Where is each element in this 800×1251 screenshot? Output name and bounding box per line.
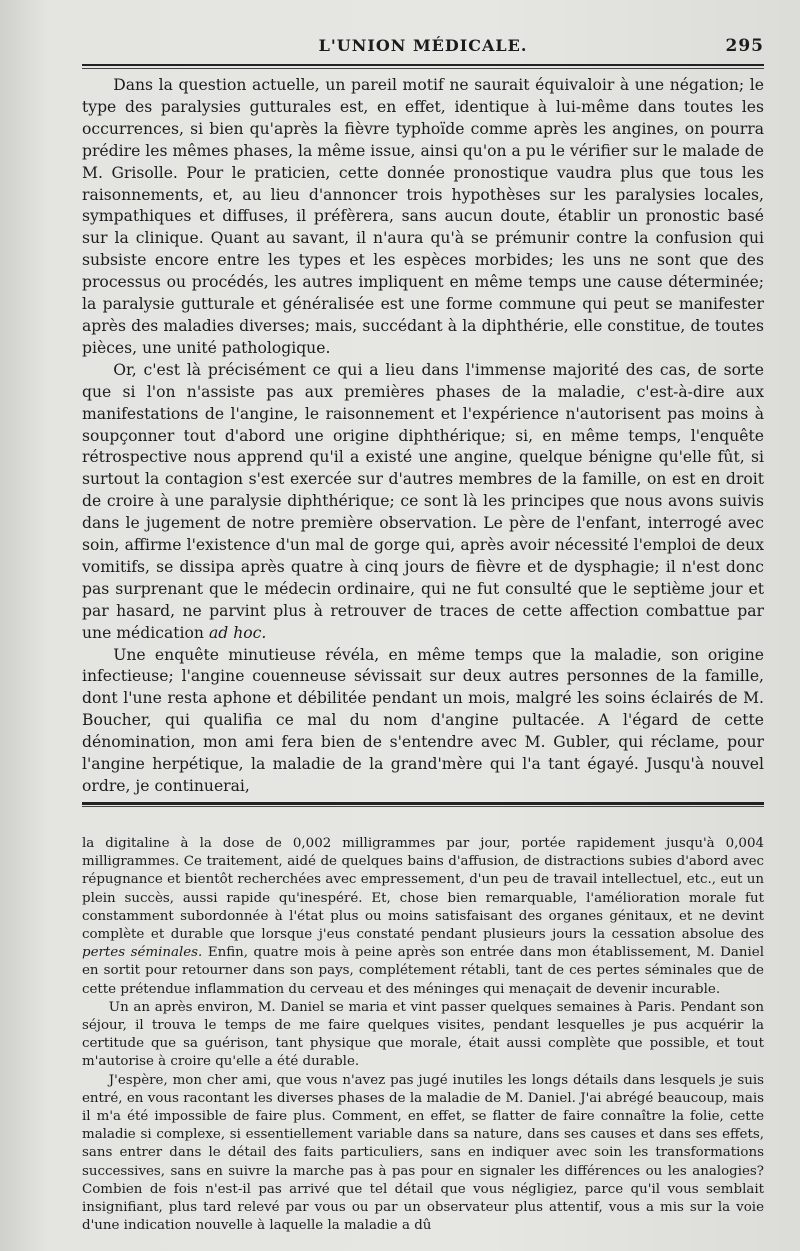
page-number: 295 — [725, 36, 764, 56]
feuilleton-separator-thin — [82, 806, 764, 807]
italic-term: pertes séminales. — [82, 945, 203, 961]
paragraph: Dans la question actuelle, un pareil motif ne saurait équivaloir à une négation; le type des paralysies gutturales est, en effet, identique à lui-même dans toutes les occurrences, si bien qu'après la fièvre typhoïde comme après les angines, on pourra prédire les mêmes phases, la même issue, ainsi qu'on a pu le vérifier sur le malade de M. Grisolle. Pour le praticien, cette donnée pronostique vaudra plus que tous les raisonnements, et, au lieu d'annoncer trois hypothèses sur les paralysies locales, sympathiques et diffuses, il préfèrera, sans aucun doute, établir un pronostic basé sur la clinique. Quant au savant, il n'aura qu'à se prémunir contre la confusion qui subsiste encore entre les types et les espèces morbides; les uns ne sont que des processus ou procédés, les autres impliquent en même temps une cause déterminée; la paralysie gutturale et généralisée est une forme commune qui peut se manifester après des maladies diverses; mais, succédant à la diphthérie, elle constitue, de toutes pièces, une unité pathologique. — [82, 76, 764, 357]
paragraph: J'espère, mon cher ami, que vous n'avez pas jugé inutiles les longs détails dans lesquels je suis entré, en vous racontant les diverses phases de la maladie de M. Daniel. J'ai abrégé beaucoup, mais il m'a été impossible de faire plus. Comment, en effet, se flatter de faire connaître la folie, cette maladie si complexe, si essentiellement variable dans sa nature, dans ses causes et dans ses effets, sans entrer dans le détail des faits particuliers, sans en indiquer avec soin les transformations successives, sans en suivre la marche pas à pas pour en signaler les différences ou les analogies? Combien de fois n'est-il pas arrivé que tel détail que vous négligiez, parce qu'il vous semblait insignifiant, plus tard relevé par vous ou par un observateur plus attentif, vous a mis sur la voie d'une indication nouvelle à laquelle la maladie a dû — [82, 1072, 764, 1234]
paragraph: la digitaline à la dose de 0,002 milligrammes par jour, portée rapidement jusqu'à 0,004 milligrammes. Ce traitement, aidé de quelques bains d'affusion, de distractions subies d'abord avec répugnance et bientôt recherchées avec empressement, d'un peu de travail intellectuel, etc., eut un plein succès, aussi rapide qu'inespéré. Et, chose bien remarquable, l'amélioration morale fut constamment subordonnée à l'état plus ou moins satisfaisant des organes génitaux, et ne devint complète et durable que lorsque j'eus constaté pendant plusieurs jours la cessation absolue des pertes séminales. Enfin, quatre mois à peine après son entrée dans mon établissement, M. Daniel en sortit pour retourner dans son pays, complétement rétabli, tant de ces pertes séminales que de cette prétendue inflammation du cerveau et des méninges qui menaçait de devenir incurable. — [82, 835, 764, 997]
feuilleton-separator — [82, 802, 764, 805]
header-rule — [82, 64, 764, 66]
paragraph: Une enquête minutieuse révéla, en même temps que la maladie, son origine infectieuse; l'angine couenneuse sévissait sur deux autres personnes de la famille, dont l'une resta aphone et débilitée pendant un mois, malgré les soins éclairés de M. Boucher, qui qualifia ce mal du nom d'angine pultacée. A l'égard de cette dénomination, mon ami fera bien de s'entendre avec M. Gubler, qui réclame, pour l'angine herpétique, la maladie de la grand'mère qui l'a tant égayé. Jusqu'à nouvel ordre, je continuerai, — [82, 645, 764, 795]
paragraph: Un an après environ, M. Daniel se maria et vint passer quelques semaines à Paris. Pendant son séjour, il trouva le temps de me faire quelques visites, pendant lesquelles je pus acquérir la certitude que sa guérison, tant physique que morale, était aussi complète que possible, et tout m'autorise à croire qu'elle a été durable. — [82, 999, 764, 1070]
paragraph: Or, c'est là précisément ce qui a lieu dans l'immense majorité des cas, de sorte que si l'on n'assiste pas aux premières phases de la maladie, c'est-à-dire aux manifestations de l'angine, le raisonnement et l'expérience n'autorisent pas moins à soupçonner tout d'abord une origine diphthérique; si, en même temps, l'enquête rétrospective nous apprend qu'il a existé une angine, quelque bénigne qu'elle fût, si surtout la contagion s'est exercée sur d'autres membres de la famille, on est en droit de croire à une paralysie diphthérique; ce sont là les principes que nous avons suivis dans le jugement de notre première observation. Le père de l'enfant, interrogé avec soin, affirme l'existence d'un mal de gorge qui, après avoir nécessité l'emploi de deux vomitifs, se dissipa après quatre à cinq jours de fièvre et de dysphagie; il n'est donc pas surprenant que le médecin ordinaire, qui ne fut consulté que le septième jour et par hasard, ne parvint plus à retrouver de traces de cette affection combattue par une médication ad hoc. — [82, 360, 764, 642]
journal-title: L'UNION MÉDICALE. — [318, 36, 528, 55]
header-rule-thin — [82, 68, 764, 69]
italic-term: ad hoc. — [208, 623, 267, 642]
running-header — [82, 36, 764, 58]
main-text — [82, 75, 764, 798]
feuilleton-text — [82, 835, 764, 1235]
